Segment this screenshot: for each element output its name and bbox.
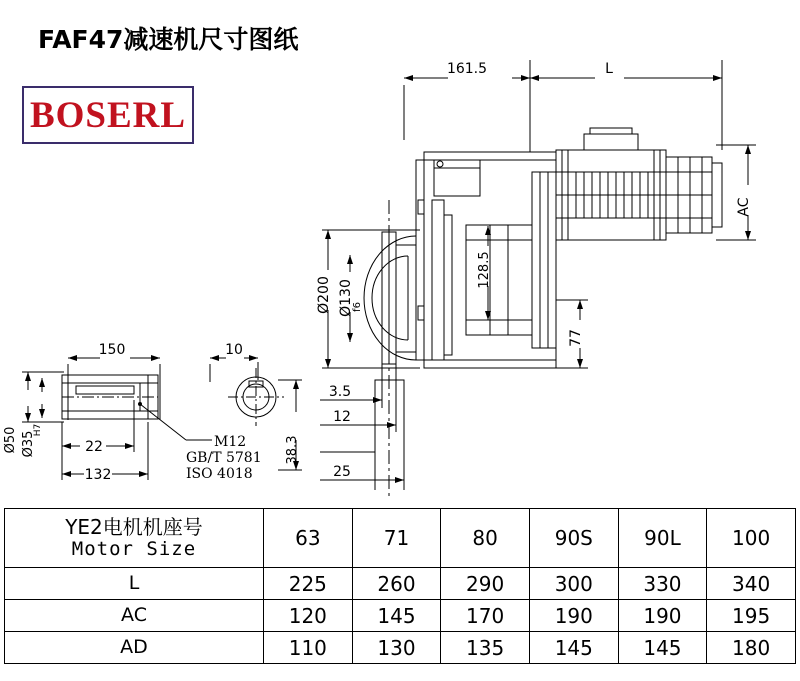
dim-128-5: 128.5 — [477, 251, 492, 289]
table-row — [5, 632, 796, 664]
dim-diameter-35-tolerance: H7 — [33, 423, 43, 437]
cell-AD-3: 135 — [441, 632, 530, 664]
page-title: FAF47减速机尺寸图纸 — [38, 25, 299, 54]
dim-25: 25 — [333, 464, 351, 480]
dim-150: 150 — [98, 342, 126, 358]
dim-38-3: 38.3 — [285, 435, 300, 465]
cell-AD-6: 180 — [707, 632, 796, 664]
cell-L-2: 260 — [352, 568, 441, 600]
dim-diameter-130: Ø130 — [338, 279, 354, 317]
row-header-L: L — [5, 568, 264, 600]
table-row — [5, 600, 796, 632]
cell-L-6: 340 — [707, 568, 796, 600]
cell-L-1: 225 — [264, 568, 353, 600]
spec-table — [4, 508, 796, 664]
dim-3-5: 3.5 — [328, 384, 352, 400]
cell-AC-3: 170 — [441, 600, 530, 632]
cell-AD-5: 145 — [618, 632, 707, 664]
dim-161-5: 161.5 — [446, 61, 488, 77]
table-row — [5, 509, 796, 568]
thread-standard-gb: GB/T 5781 — [186, 450, 262, 466]
dim-77: 77 — [568, 329, 584, 347]
cell-L-3: 290 — [441, 568, 530, 600]
brand-logo-text: BOSERL — [29, 94, 187, 136]
thread-label-m12: M12 — [214, 434, 247, 450]
dim-132: 132 — [84, 467, 112, 483]
cell-AC-4: 190 — [529, 600, 618, 632]
cell-AD-2: 130 — [352, 632, 441, 664]
table-row — [5, 568, 796, 600]
dim-22: 22 — [85, 439, 103, 455]
dim-diameter-130-tolerance: f6 — [352, 302, 363, 312]
thread-standard-iso: ISO 4018 — [186, 466, 253, 482]
row-header-motor-size-cn: YE2电机机座号 — [65, 514, 203, 539]
row-header-AC: AC — [5, 600, 264, 632]
cell-AC-1: 120 — [264, 600, 353, 632]
row-header-motor-size — [5, 509, 264, 568]
dim-10: 10 — [225, 342, 243, 358]
cell-motor-size-4: 90S — [529, 509, 618, 568]
row-header-motor-size-en: Motor Size — [71, 537, 197, 560]
cell-AC-5: 190 — [618, 600, 707, 632]
cell-motor-size-3: 80 — [441, 509, 530, 568]
row-header-AD: AD — [5, 632, 264, 664]
dim-diameter-50: Ø50 — [3, 426, 18, 454]
cell-motor-size-5: 90L — [618, 509, 707, 568]
cell-AD-4: 145 — [529, 632, 618, 664]
cell-L-5: 330 — [618, 568, 707, 600]
cell-motor-size-2: 71 — [352, 509, 441, 568]
cell-AC-6: 195 — [707, 600, 796, 632]
cell-AD-1: 110 — [264, 632, 353, 664]
cell-L-4: 300 — [529, 568, 618, 600]
dim-AC: AC — [736, 197, 752, 217]
dim-diameter-200: Ø200 — [316, 276, 332, 314]
dim-L: L — [605, 61, 613, 77]
cell-AC-2: 145 — [352, 600, 441, 632]
cell-motor-size-6: 100 — [707, 509, 796, 568]
dim-12: 12 — [333, 409, 351, 425]
dim-diameter-35: Ø35 — [21, 430, 36, 458]
cell-motor-size-1: 63 — [264, 509, 353, 568]
